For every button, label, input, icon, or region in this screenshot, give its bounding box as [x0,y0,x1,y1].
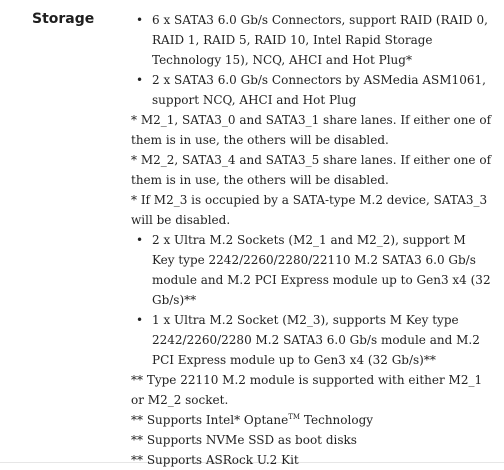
list-item: • 2 x SATA3 6.0 Gb/s Connectors by ASMedia ASM1061, support NCQ, AHCI and Hot Plug [134,70,491,110]
footnote: ** Supports ASRock U.2 Kit [131,453,299,467]
footnote: * M2_2, SATA3_4 and SATA3_5 share lanes. If either one of them is in use, the others will be disabled. [131,153,492,187]
footnote: ** Type 22110 M.2 module is supported with either M2_1 or M2_2 socket. [131,373,483,407]
list-item: • 6 x SATA3 6.0 Gb/s Connectors, support RAID (RAID 0, RAID 1, RAID 5, RAID 10, Intel Rapid Storage Technology 15), NCQ, AHCI and Hot Plug* [134,10,491,70]
list-item: • 1 x Ultra M.2 Socket (M2_3), supports M Key type 2242/2260/2280 M.2 SATA3 6.0 Gb/s module and M.2 PCI Express module up to Gen3 x4 (32 Gb/s)** [134,310,491,370]
sata-bullet-list [131,10,491,110]
m2-bullet-list [131,230,491,370]
footnote-optane [131,410,491,430]
spec-label: Storage [32,11,95,27]
optane-suffix: Technology [300,413,374,427]
footnote: * M2_1, SATA3_0 and SATA3_1 share lanes. If either one of them is in use, the others will be disabled. [131,113,492,147]
spec-body [131,10,491,470]
list-item: • 2 x Ultra M.2 Sockets (M2_1 and M2_2), support M Key type 2242/2260/2280/22110 M.2 SATA3 6.0 Gb/s module and M.2 PCI Express module up to Gen3 x4 (32 Gb/s)** [134,230,491,310]
optane-prefix: ** Supports Intel* Optane [131,413,289,427]
footnote: ** Supports NVMe SSD as boot disks [131,433,357,447]
footnote: * If M2_3 is occupied by a SATA-type M.2 device, SATA3_3 will be disabled. [131,193,488,227]
trademark-mark: TM [288,413,301,421]
